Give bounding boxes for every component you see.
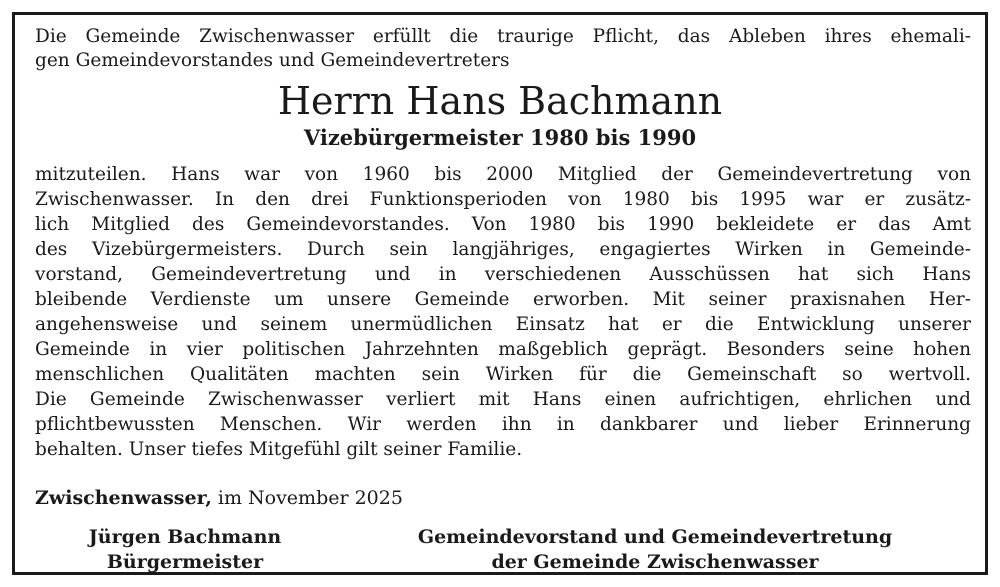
body-line: bleibende Verdienste um unsere Gemeinde erworben. Mit seiner praxisnahen Her- (35, 289, 971, 310)
signature-role: Bürgermeister (106, 551, 264, 573)
signature-body-sub: der Gemeinde Zwischenwasser (491, 551, 819, 573)
body-line: des Vizebürgermeisters. Durch sein langjähriges, engagiertes Wirken in Gemeinde- (35, 239, 971, 260)
signature-body: Gemeindevorstand und Gemeindevertretung (417, 526, 893, 548)
body-line: menschlichen Qualitäten machten sein Wirken für die Gemeinschaft so wertvoll. (35, 364, 971, 385)
body-line: Gemeinde in vier politischen Jahrzehnten maßgeblich geprägt. Besonders seine hohen (35, 339, 971, 360)
place-date-text: im November 2025 (217, 487, 403, 509)
body-line: Zwischenwasser. In den drei Funktionsperioden von 1980 bis 1995 war er zusätz- (35, 189, 971, 210)
body-line: lich Mitglied des Gemeindevorstandes. Von 1980 bis 1990 bekleidete er das Amt (35, 214, 971, 235)
body-line: angehensweise und seinem unermüdlichen Einsatz hat er die Entwicklung unserer (35, 314, 971, 335)
signature-mayor (65, 525, 305, 575)
body-line: vorstand, Gemeindevertretung und in verschiedenen Ausschüssen hat sich Hans (35, 264, 971, 285)
body-line: pflichtbewussten Menschen. Wir werden ihn in dankbarer und lieber Erinnerung (35, 414, 971, 435)
intro-line: gen Gemeindevorstandes und Gemeindevertreters (35, 50, 510, 71)
deceased-title: Vizebürgermeister 1980 bis 1990 (303, 125, 697, 150)
signature-council (375, 525, 935, 575)
intro-line: Die Gemeinde Zwischenwasser erfüllt die traurige Pflicht, das Ableben ihres ehemali- (35, 26, 971, 47)
deceased-name: Herrn Hans Bachmann (277, 79, 723, 123)
obituary-notice (12, 12, 988, 575)
signature-name: Jürgen Bachmann (88, 526, 282, 548)
body-line: mitzuteilen. Hans war von 1960 bis 2000 Mitglied der Gemeindevertretung von (35, 164, 971, 185)
body-line: Die Gemeinde Zwischenwasser verliert mit Hans einen aufrichtigen, ehrlichen und (35, 389, 971, 410)
place-date (35, 485, 403, 511)
body-line: behalten. Unser tiefes Mitgefühl gilt seiner Familie. (35, 439, 523, 460)
place-city: Zwischenwasser, (35, 487, 212, 509)
